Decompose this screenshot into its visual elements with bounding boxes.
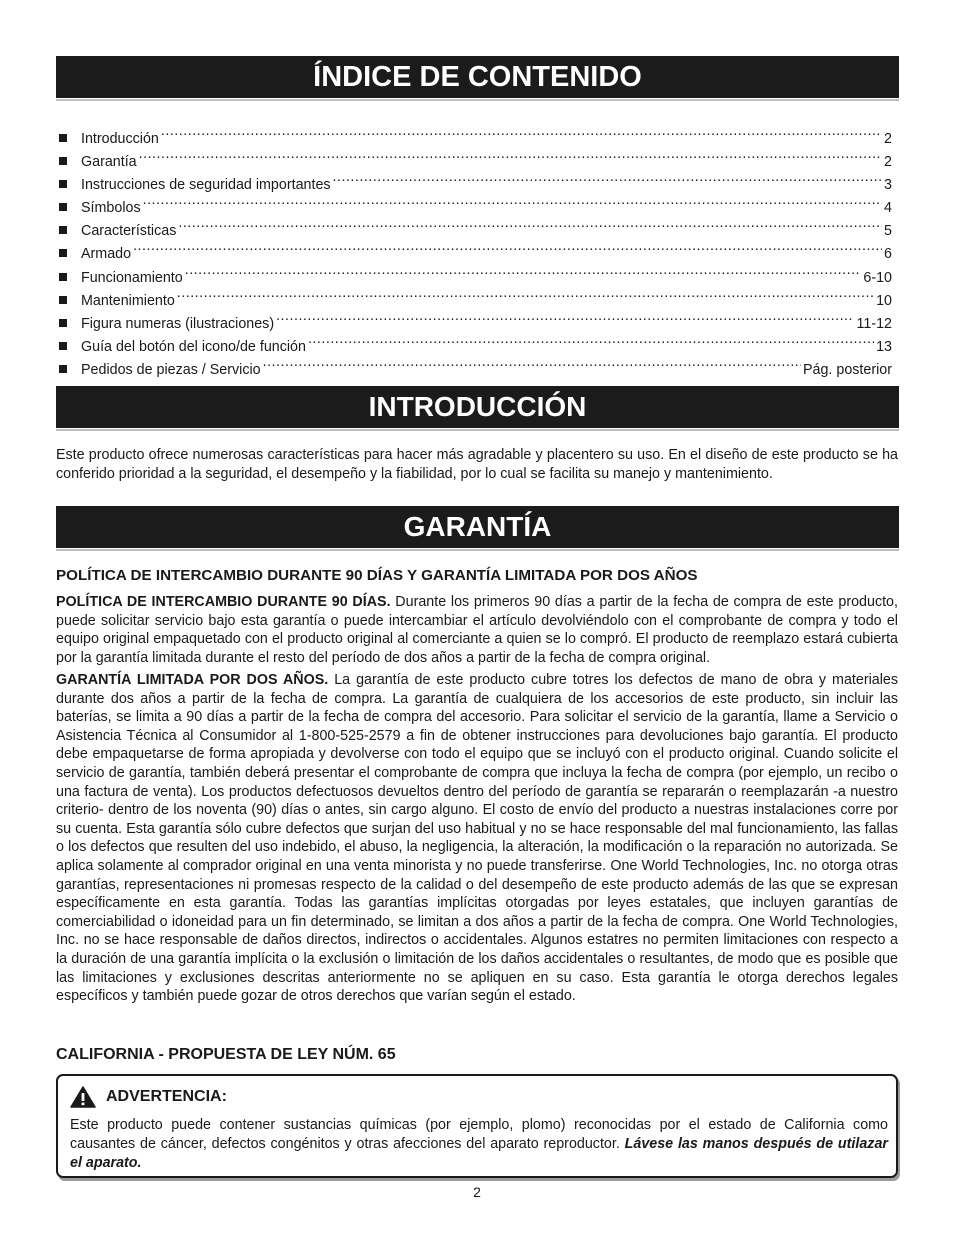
warranty-heading: POLÍTICA DE INTERCAMBIO DURANTE 90 DÍAS Y GARANTÍA LIMITADA POR DOS AÑOS [56,567,698,584]
toc-entry-page: 2 [884,154,892,171]
limited-warranty-paragraph [56,671,898,1006]
limited-warranty-text: La garantía de este producto cubre totres los defectos de mano de obra y materiales durante dos años a partir de la fecha de compra. La garantía de cualquiera de los accesorios de este producto, sin incluir las baterías, se limita a 90 días a partir de la fecha de compra del accesorio. Para solicitar el servicio de la garantía, llame a Servicio o Asistencia Técnica al Consumidor al 1-800-525-2579 a fin de obtener instrucciones para devoluciones bajo garantía. El producto debe empaquetarse de forma apropiada y devolverse con todo el equipo que se incluyó con el producto original. Cuando solicite el servicio de garantía, también deberá presentar el comprobante de compra que incluya la fecha de compra (por ejemplo, un recibo o una factura de venta). Los productos defectuosos devueltos dentro del período de garantía se repararán o reemplazarán -a nuestro criterio- dentro de los noventa (90) días o antes, sin cargo alguno. El costo de envío del producto a nuestras instalaciones corre por su cuenta. Esta garantía sólo cubre defectos que surjan del uso habitual y no se hace responsable del mal funcionamiento, las fallas o los defectos que resulten del uso indebido, el abuso, la negligencia, la alteración, la modificación o la reparación no autorizada. Se aplica solamente al comprador original en una venta minorista y no puede transferirse. One World Technologies, Inc. no otorga otras garantías, representaciones ni promesas respecto de la calidad o del desempeño de este producto además de las que se expresan específicamente en esta garantía. Todas las garantías implícitas otorgadas por leyes estatales, que incluyen garantías de comerciabilidad o idoneidad para un fin determinado, se limitan a dos años a partir de la fecha de compra. One World Technologies, Inc. no se hace responsable de daños directos, indirectos o accidentales. Algunos estatres no permiten limitaciones con respecto a la duración de una garantía implícita o la exclusión o limitación de los daños accidentales o resultantes, de modo que es posible que las limitaciones y exclusiones descritas anteriormente no se apliquen en su caso. Esta garantía le otorga derechos legales específicos y también puede gozar de otros derechos que varían según el estado. [56,672,898,1005]
square-bullet-icon [59,180,67,188]
toc-dot-leader [276,305,854,328]
toc-entry-label: Pedidos de piezas / Servicio [81,361,261,378]
toc-dot-leader [185,259,862,282]
toc-entry [56,189,896,217]
square-bullet-icon [59,296,67,304]
page-number: 2 [473,1184,481,1200]
toc-entry-label: Guía del botón del icono/de función [81,338,306,355]
toc-entry-page: 2 [884,131,892,147]
toc-dot-leader [161,120,882,143]
toc-entry-label: Funcionamiento [81,269,183,286]
square-bullet-icon [59,157,67,165]
toc-list [56,120,896,378]
introduction-text: Este producto ofrece numerosas características para hacer más agradable y placentero su uso. En el diseño de este producto se ha conferido prioridad a la seguridad, el desempeño y la fiabilidad, por lo cual se facilita su manejo y mantenimiento. [56,447,898,482]
toc-entry [56,120,896,147]
warranty-banner [56,506,899,548]
toc-entry [56,305,896,332]
toc-dot-leader [139,143,882,166]
warning-triangle-icon [70,1086,96,1108]
square-bullet-icon [59,134,67,142]
limited-warranty-lead: GARANTÍA LIMITADA POR DOS AÑOS. [56,672,329,688]
toc-entry-page: 4 [884,200,892,217]
toc-entry-label: Símbolos [81,200,141,217]
exchange-policy-paragraph [56,593,898,667]
toc-entry [56,143,896,171]
toc-dot-leader [333,166,883,189]
toc-entry-page: 6-10 [863,269,892,286]
toc-entry-page: 13 [876,338,892,355]
warranty-title: GARANTÍA [403,511,552,542]
introduction-banner [56,386,899,428]
toc-dot-leader [263,351,801,374]
toc-dot-leader [308,328,874,351]
toc-entry-label: Figura numeras (ilustraciones) [81,315,275,332]
toc-entry-page: 6 [884,246,892,263]
square-bullet-icon [59,226,67,234]
square-bullet-icon [59,342,67,350]
toc-entry-label: Mantenimiento [81,292,175,309]
warning-title: ADVERTENCIA: [106,1088,227,1105]
warning-emphasis: Lávese las manos después de utilazar el aparato. [70,1136,888,1171]
toc-entry-label: Introducción [81,131,159,147]
introduction-title: INTRODUCCIÓN [368,391,587,422]
california-heading: CALIFORNIA - PROPUESTA DE LEY NÚM. 65 [56,1046,396,1063]
square-bullet-icon [59,273,67,281]
warning-box [56,1074,898,1178]
toc-dot-leader [178,212,882,235]
toc-entry-page: 5 [884,223,892,240]
toc-entry-page: Pág. posterior [802,361,892,378]
toc-entry [56,235,896,263]
toc-dot-leader [177,282,874,305]
square-bullet-icon [59,203,67,211]
warning-text-paragraph [70,1116,888,1173]
toc-entry-label: Garantía [81,154,137,171]
exchange-policy-text: Durante los primeros 90 días a partir de la fecha de compra de este producto, puede solicitar servicio bajo esta garantía o puede intercambiar el artículo devolviéndolo con el comprobante de compra y todo el equipo original empaquetado con el producto original al comerciante a quien se lo compró. El producto de reemplazo estará cubierta por la garantía limitada durante el resto del período de dos años a partir de la fecha de compra original. [56,594,898,666]
toc-title: ÍNDICE DE CONTENIDO [313,61,642,93]
warning-title-row [70,1086,227,1108]
toc-entry [56,166,896,194]
toc-entry-label: Características [81,223,177,240]
toc-entry-page: 10 [876,292,892,309]
square-bullet-icon [59,249,67,257]
toc-entry-label: Armado [81,246,132,263]
toc-dot-leader [143,189,882,212]
square-bullet-icon [59,319,67,327]
toc-banner [56,56,899,98]
warning-text: Este producto puede contener sustancias químicas (por ejemplo, plomo) reconocidas por el estado de California como causantes de cáncer, defectos congénitos y otras afecciones del aparato reproductor. [70,1117,888,1152]
toc-entry-label: Instrucciones de seguridad importantes [81,177,331,194]
toc-entry [56,259,896,286]
square-bullet-icon [59,365,67,373]
exchange-policy-lead: POLÍTICA DE INTERCAMBIO DURANTE 90 DÍAS. [56,594,391,610]
toc-entry-page: 11-12 [856,315,892,332]
toc-entry [56,212,896,240]
toc-dot-leader [133,235,882,258]
toc-entry [56,282,896,309]
toc-entry-page: 3 [884,177,892,194]
